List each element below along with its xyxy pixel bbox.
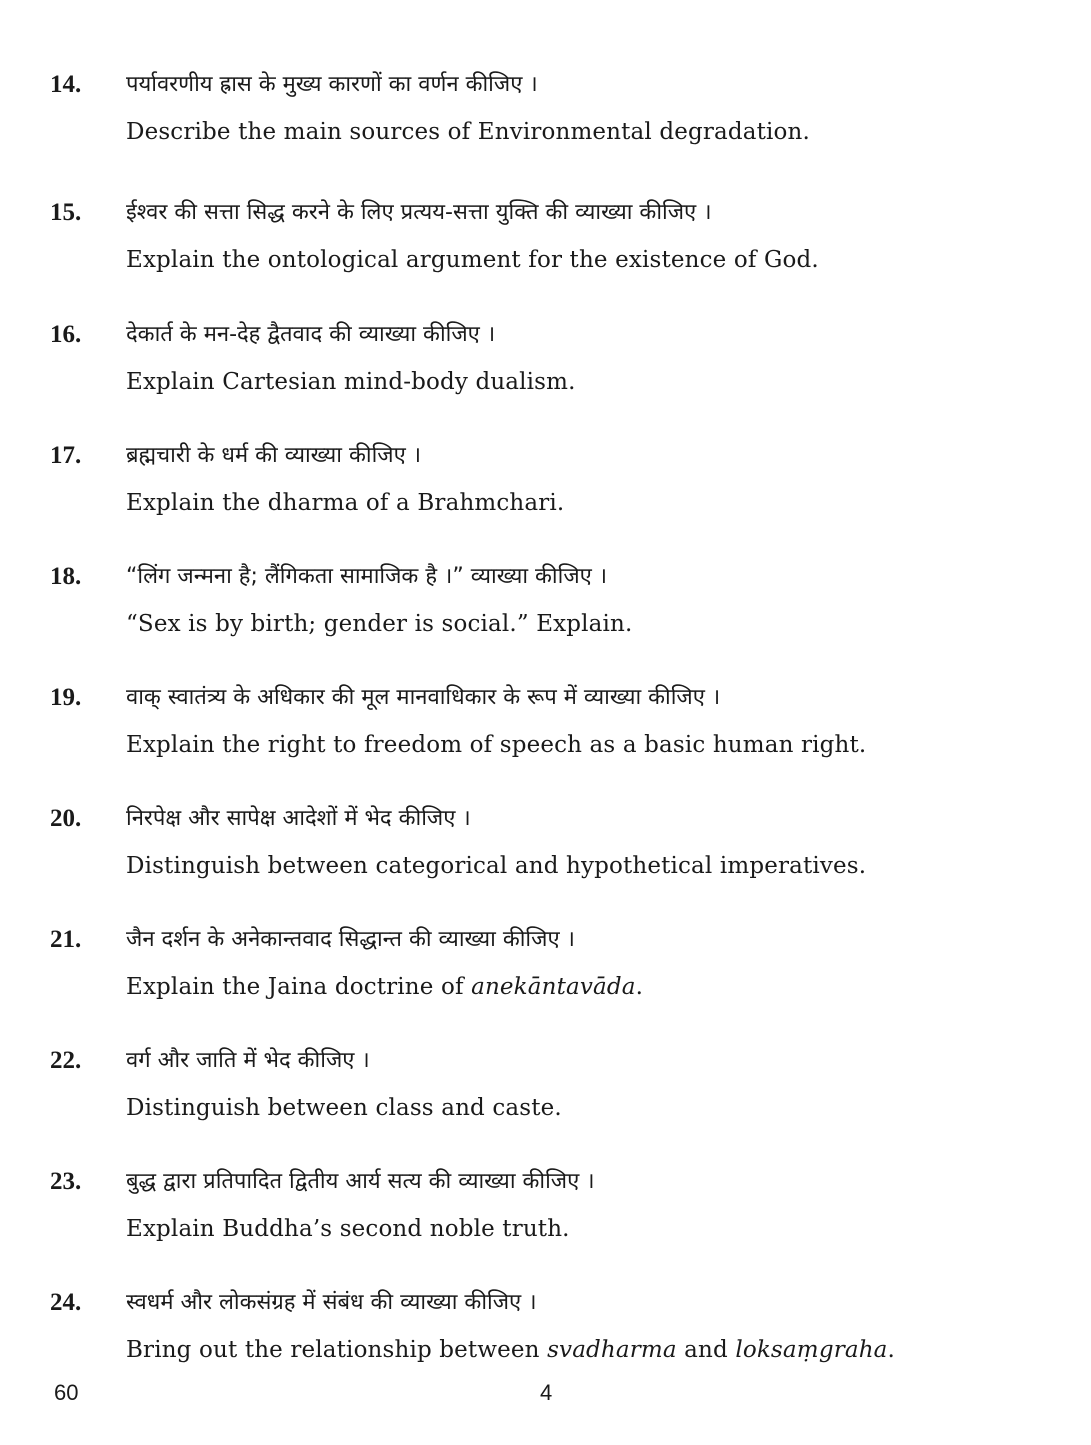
english-text: Bring out the relationship between	[126, 1337, 548, 1363]
italic-term: svadharma	[547, 1337, 677, 1363]
question-number: 15.	[50, 199, 82, 226]
question-english: Explain the right to freedom of speech as a basic human right.	[126, 732, 867, 758]
question-english: Explain the ontological argument for the existence of God.	[126, 247, 819, 273]
question-english	[126, 970, 643, 1004]
question-hindi: देकार्त के मन-देह द्वैतवाद की व्याख्या कीजिए ।	[126, 322, 496, 347]
question-number: 21.	[50, 926, 82, 953]
question-hindi: स्वधर्म और लोकसंग्रह में संबंध की व्याख्या कीजिए ।	[126, 1290, 537, 1315]
italic-term: anekāntavāda	[471, 974, 636, 1000]
question-hindi: “लिंग जन्मना है; लैंगिकता सामाजिक है ।” व्याख्या कीजिए ।	[126, 564, 608, 589]
question-english: Describe the main sources of Environmental degradation.	[126, 119, 810, 145]
question-english: Explain the dharma of a Brahmchari.	[126, 490, 565, 516]
question-hindi: ब्रह्मचारी के धर्म की व्याख्या कीजिए ।	[126, 443, 422, 468]
question-number: 16.	[50, 321, 82, 348]
italic-term: loksaṃgraha	[735, 1337, 888, 1363]
question-number: 23.	[50, 1168, 82, 1195]
paper-code: 60	[54, 1380, 79, 1405]
question-hindi: निरपेक्ष और सापेक्ष आदेशों में भेद कीजिए ।	[126, 806, 471, 831]
english-text: .	[887, 1337, 895, 1363]
question-hindi: वर्ग और जाति में भेद कीजिए ।	[126, 1048, 370, 1073]
question-hindi: पर्यावरणीय ह्रास के मुख्य कारणों का वर्णन कीजिए ।	[126, 72, 538, 97]
question-number: 20.	[50, 805, 82, 832]
question-english: “Sex is by birth; gender is social.” Explain.	[126, 611, 633, 637]
english-text: Explain the Jaina doctrine of	[126, 974, 472, 1000]
english-text: and	[676, 1337, 736, 1363]
question-english	[126, 1333, 895, 1367]
question-hindi: ईश्वर की सत्ता सिद्ध करने के लिए प्रत्यय-सत्ता युक्ति की व्याख्या कीजिए ।	[126, 200, 712, 225]
question-english: Distinguish between class and caste.	[126, 1095, 562, 1121]
question-english: Distinguish between categorical and hypothetical imperatives.	[126, 853, 867, 879]
question-number: 17.	[50, 442, 82, 469]
question-hindi: जैन दर्शन के अनेकान्तवाद सिद्धान्त की व्याख्या कीजिए ।	[126, 927, 575, 952]
question-hindi: बुद्ध द्वारा प्रतिपादित द्वितीय आर्य सत्य की व्याख्या कीजिए ।	[126, 1169, 595, 1194]
question-number: 18.	[50, 563, 82, 590]
question-hindi: वाक् स्वातंत्र्य के अधिकार की मूल मानवाधिकार के रूप में व्याख्या कीजिए ।	[126, 685, 721, 710]
question-number: 24.	[50, 1289, 82, 1316]
question-number: 19.	[50, 684, 82, 711]
question-number: 14.	[50, 71, 82, 98]
english-text: .	[635, 974, 644, 1000]
question-number: 22.	[50, 1047, 82, 1074]
page-number: 4	[540, 1380, 553, 1405]
question-english: Explain Buddha’s second noble truth.	[126, 1216, 570, 1242]
question-english: Explain Cartesian mind-body dualism.	[126, 369, 576, 395]
